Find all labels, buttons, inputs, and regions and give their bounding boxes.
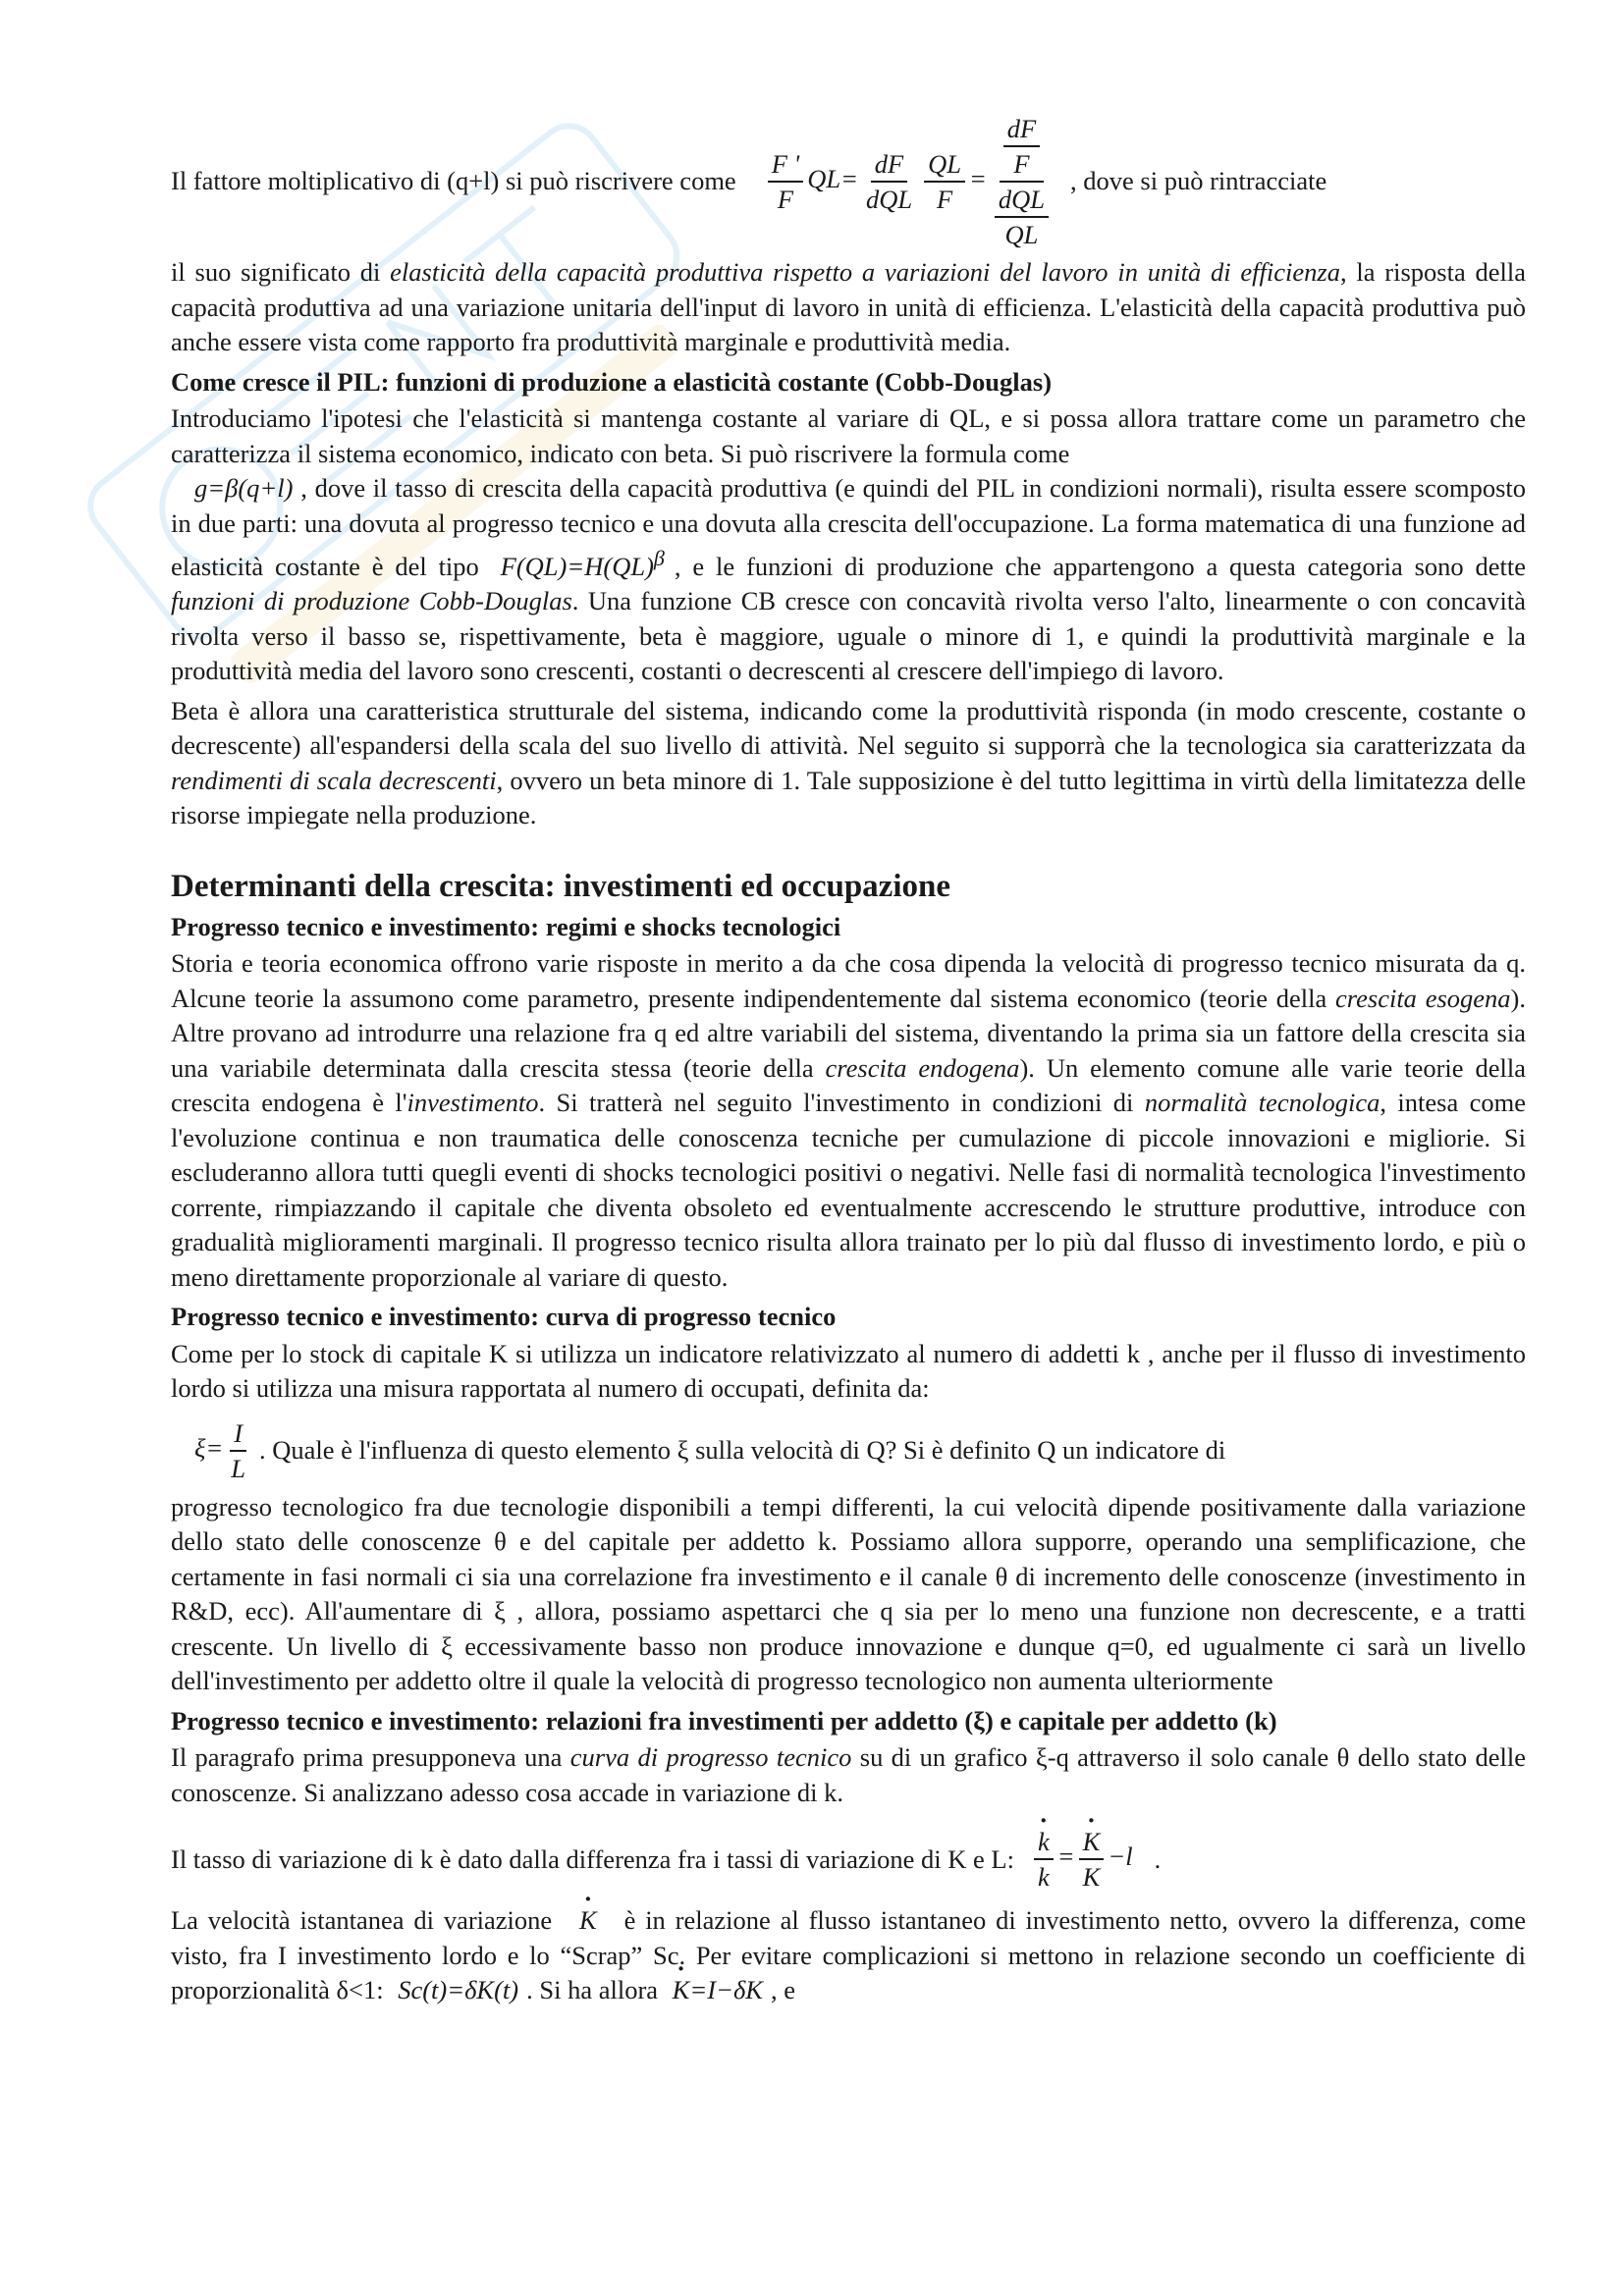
formula-f: F(QL)=H(QL)$^\beta$ [500, 546, 665, 581]
paragraph-regimi: Storia e teoria economica offrono varie risposte in merito a da che cosa dipenda la velocità di progresso tecnico misurata da q. Alcune teorie la assumono come parametro, presente indipendentemente dal sistema economico (teorie della crescita esogena). Altre provano ad introdurre una relazione fra q ed altre variabili del sistema, diventando la prima sia un fattore della crescita sia una variabile determinata dalla crescita stessa (teorie della crescita endogena). Un elemento comune alle varie teorie della crescita endogena è l'investimento. Si tratterà nel seguito l'investimento in condizioni di normalità tecnologica, intesa come l'evoluzione continua e non traumatica delle conoscenza tecniche per cumulazione di piccole innovazioni e migliorie. Si escluderanno allora tutti quegli eventi di shocks tecnologici positivi o negativi. Nelle fasi di normalità tecnologica l'investimento corrente, rimpiazzando il capitale che diventa obsoleto ed eventualmente accrescendo le strutture produttive, introduce con gradualità miglioramenti marginali. Il progresso tecnico risulta allora trainato per lo più dal flusso di investimento lordo, e più o meno direttamente proporzionale al variare di questo. [171, 948, 1526, 1292]
intro-lead: Il fattore moltiplicativo di (q+l) si può riscrivere come [171, 166, 736, 196]
intro-tail: , dove si può rintracciate [1070, 166, 1327, 196]
xi-formula-line: ξ= $\frac{I}{L}$ . Quale è l'influenza di questo elemento ξ sulla velocità di Q? Si è definito Q un indicatore di [171, 1412, 1526, 1490]
subheading-relazioni: Progresso tecnico e investimento: relazioni fra investimenti per addetto (ξ) e capitale per addetto (k) [171, 1705, 1277, 1735]
intro-paragraph: il suo significato di elasticità della capacità produttiva rispetto a variazioni del lavoro in unità di efficienza, la risposta della capacità produttiva ad una variazione unitaria dell'input di lavoro in unità di efficienza. L'elasticità della capacità produttiva può anche essere vista come rapporto fra produttività marginale e produttività media. [171, 257, 1527, 356]
formula-kdot: · K=I−δK [673, 1975, 763, 2004]
cobb-paragraph-2: Beta è allora una caratteristica strutturale del sistema, indicando come la produttività risponda (in modo crescente, costante o decrescente) all'espandersi della scala del suo livello di attività. Nel seguito si supporrà che la tecnologica sia caratterizzata da rendimenti di scala decrescenti, ovvero un beta minore di 1. Tale supposizione è del tutto legittima in virtù della limitatezza delle risorse impiegate nella produzione. [171, 695, 1526, 830]
paragraph-relazioni-2: La velocità istantanea di variazione · K è in relazione al flusso istantaneo di investimento netto, ovvero la differenza, come visto, fra I investimento lordo e lo “Scrap” Sc. Per evitare complicazioni si mettono in relazione secondo un coefficiente di proporzionalità δ<1: Sc(t)=δK(t) . Si ha allora · K=I−δK , e [171, 1903, 1526, 2008]
elasticity-formula: $\frac{F '}{F}$ QL= $\frac{dF}{\text{dQL}}$ $\frac{QL}{F}$ = $\frac{\frac{dF}{F}}{\frac{\text{dQL}}{QL}}$ [764, 112, 1056, 251]
cobb-douglas-heading: Come cresce il PIL: funzioni di produzione a elasticità costante (Cobb-Douglas) [171, 366, 1053, 397]
xi-formula: ξ= $\frac{I}{L}$ [194, 1417, 245, 1483]
subheading-regimi: Progresso tecnico e investimento: regimi e shocks tecnologici [171, 911, 841, 941]
paragraph-curva-2: progresso tecnologico fra due tecnologie disponibili a tempi differenti, la cui velocità dipende positivamente dalla variazione dello stato delle conoscenze θ e del capitale per addetto k. Possiamo allora supporre, operando una semplificazione, che certamente in fasi normali ci sia una correlazione fra investimento e il canale θ di incremento delle conoscenze (investimento in R&D, ecc). All'aumentare di ξ , allora, possiamo aspettarci che q sia per lo meno una funzione non decrescente, e a tratti crescente. Un livello di ξ eccessivamente basso non produce innovazione e dunque q=0, ed ugualmente ci sarà un livello dell'investimento per addetto oltre il quale la velocità di progresso tecnologico non aumenta ulteriormente [171, 1491, 1526, 1696]
formula-g: g=β(q+l) [194, 473, 294, 503]
document-page [171, 108, 1526, 2013]
paragraph-relazioni-1: Il paragrafo prima presupponeva una curva di progresso tecnico su di un grafico ξ-q attraverso il solo canale θ dello stato delle conoscenze. Si analizzano adesso cosa accade in variazione di k. [171, 1742, 1526, 1807]
cobb-paragraph-1: Introduciamo l'ipotesi che l'elasticità si mantenga costante al variare di QL, e si possa allora trattare come un parametro che caratterizza il sistema economico, indicato con beta. Si può riscrivere la formula come g=β(q+l) , dove il tasso di crescita della capacità produttiva (e quindi del PIL in condizioni normali), risulta essere scomposto in due parti: una dovuta al progresso tecnico e una dovuta alla crescita dell'occupazione. La forma matematica di una funzione ad elasticità costante è del tipo F(QL)=H(QL)$^\beta$ , e le funzioni di produzione che appartengono a questa categoria sono dette funzioni di produzione Cobb-Douglas. Una funzione CB cresce con concavità rivolta verso l'alto, linearmente o con concavità rivolta verso il basso se, rispettivamente, beta è maggiore, uguale o minore di 1, e quindi la produttività marginale e la produttività media del lavoro sono crescenti, costanti o decrescenti al crescere dell'impiego di lavoro. [171, 403, 1527, 686]
intro-formula-line [171, 108, 1526, 255]
formula-sc: Sc(t)=δK(t) [398, 1975, 519, 2005]
section-heading: Determinanti della crescita: investimenti ed occupazione [171, 868, 950, 904]
subheading-curva: Progresso tecnico e investimento: curva di progresso tecnico [171, 1302, 837, 1332]
k-rate-formula: · $\frac{k}{k}$ = · $\frac{K}{K}$ −l [1030, 1825, 1133, 1894]
paragraph-curva-1: Come per lo stock di capitale K si utilizza un indicatore relativizzato al numero di addetti k , anche per il flusso di investimento lordo si utilizza una misura rapportata al numero di occupati, definita da: [171, 1338, 1526, 1404]
k-rate-line: Il tasso di variazione di k è dato dalla differenza fra i tassi di variazione di K e L: · $\frac{k}{k}$ = · $\frac{K}{K}$ −l . [171, 1815, 1526, 1903]
